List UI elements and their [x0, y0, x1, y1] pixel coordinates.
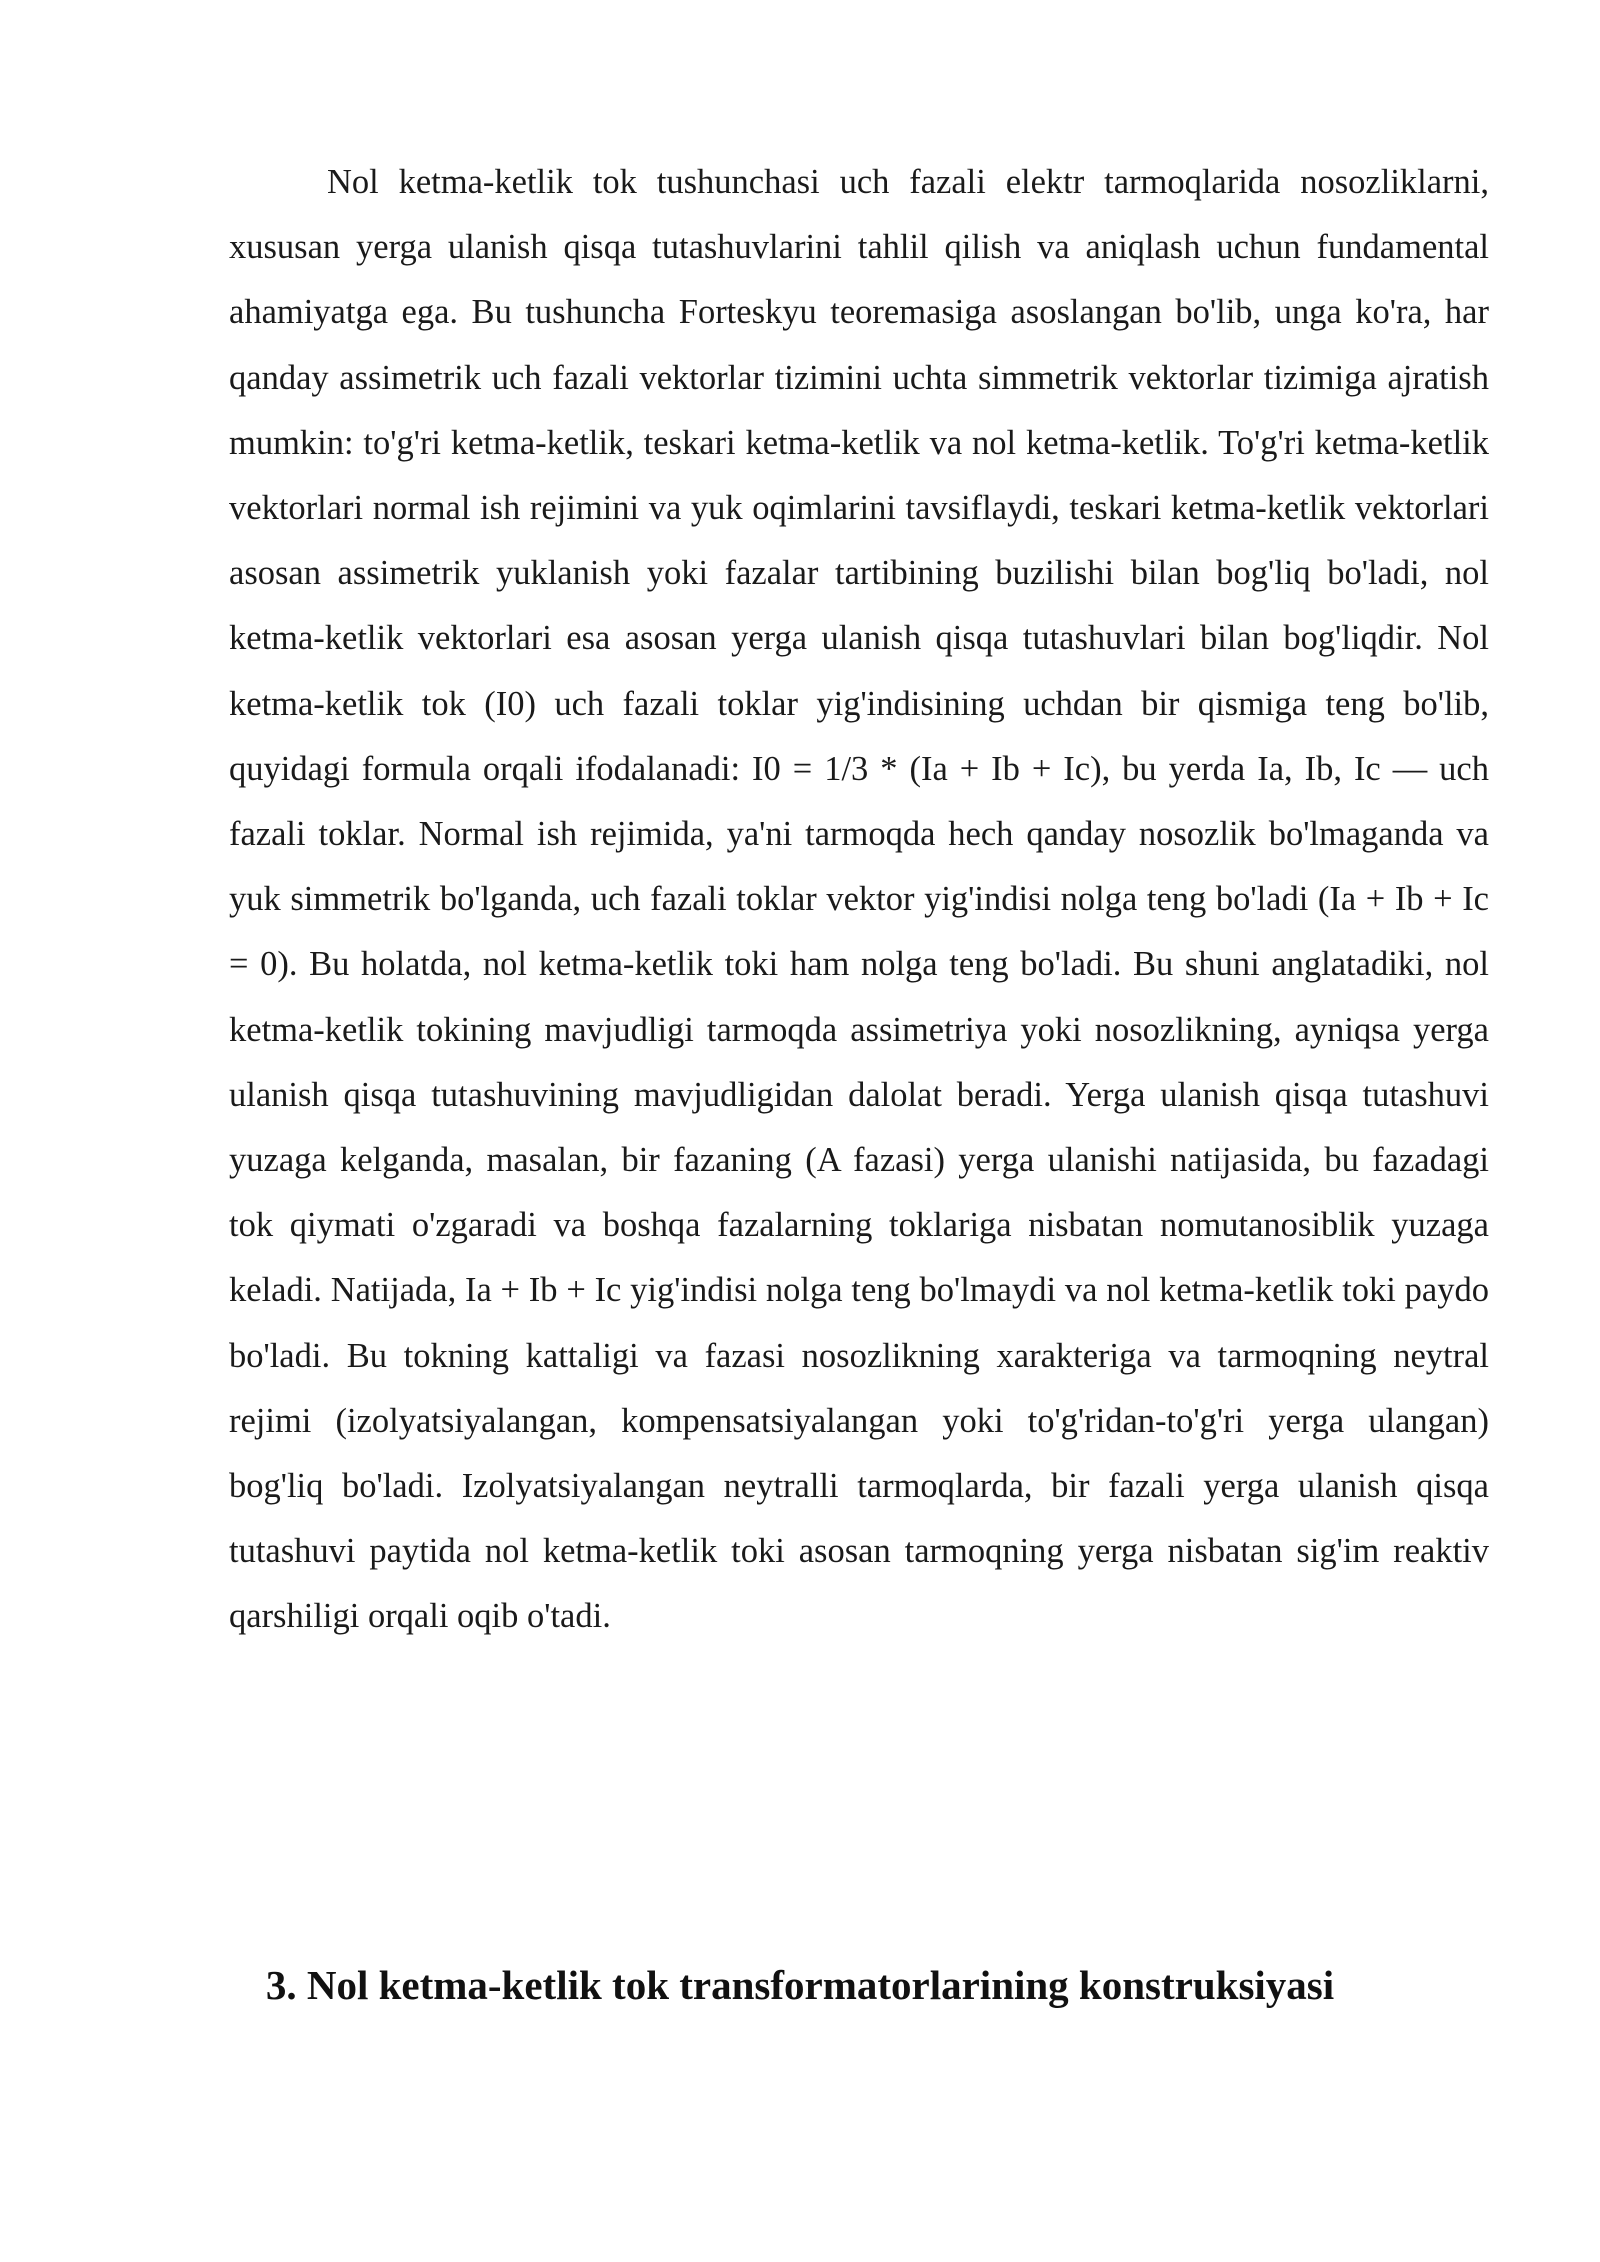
body-paragraph: Nol ketma-ketlik tok tushunchasi uch fazali elektr tarmoqlarida nosozliklarni, xususan yerga ulanish qisqa tutashuvlarini tahlil qilish va aniqlash uchun fundamental ahamiyatga ega. Bu tushuncha Forteskyu teoremasiga asoslangan bo'lib, unga ko'ra, har qanday assimetrik uch fazali vektorlar tizimini uchta simmetrik vektorlar tizimiga ajratish mumkin: to'g'ri ketma-ketlik, teskari ketma-ketlik va nol ketma-ketlik. To'g'ri ketma-ketlik vektorlari normal ish rejimini va yuk oqimlarini tavsiflaydi, teskari ketma-ketlik vektorlari asosan assimetrik yuklanish yoki fazalar tartibining buzilishi bilan bog'liq bo'ladi, nol ketma-ketlik vektorlari esa asosan yerga ulanish qisqa tutashuvlari bilan bog'liqdir. Nol ketma-ketlik tok (I0) uch fazali toklar yig'indisining uchdan bir qismiga teng bo'lib, quyidagi formula orqali ifodalanadi: I0 = 1/3 * (Ia + Ib + Ic), bu yerda Ia, Ib, Ic — uch fazali toklar. Normal ish rejimida, ya'ni tarmoqda hech qanday nosozlik bo'lmaganda va yuk simmetrik bo'lganda, uch fazali toklar vektor yig'indisi nolga teng bo'ladi (Ia + Ib + Ic = 0). Bu holatda, nol ketma-ketlik toki ham nolga teng bo'ladi. Bu shuni anglatadiki, nol ketma-ketlik tokining mavjudligi tarmoqda assimetriya yoki nosozlikning, ayniqsa yerga ulanish qisqa tutashuvining mavjudligidan dalolat beradi. Yerga ulanish qisqa tutashuvi yuzaga kelganda, masalan, bir fazaning (A fazasi) yerga ulanishi natijasida, bu fazadagi tok qiymati o'zgaradi va boshqa fazalarning toklariga nisbatan nomutanosiblik yuzaga keladi. Natijada, Ia + Ib + Ic yig'indisi nolga teng bo'lmaydi va nol ketma-ketlik toki paydo bo'ladi. Bu tokning kattaligi va fazasi nosozlikning xarakteriga va tarmoqning neytral rejimi (izolyatsiyalangan, kompensatsiyalangan yoki to'g'ridan-to'g'ri yerga ulangan) bog'liq bo'ladi. Izolyatsiyalangan neytralli tarmoqlarda, bir fazali yerga ulanish qisqa tutashuvi paytida nol ketma-ketlik toki asosan tarmoqning yerga nisbatan sig'im reaktiv qarshiligi orqali oqib o'tadi. [229, 163, 1489, 1636]
section-heading: 3. Nol ketma-ketlik tok transformatorlarining konstruksiyasi [265, 1962, 1335, 2008]
